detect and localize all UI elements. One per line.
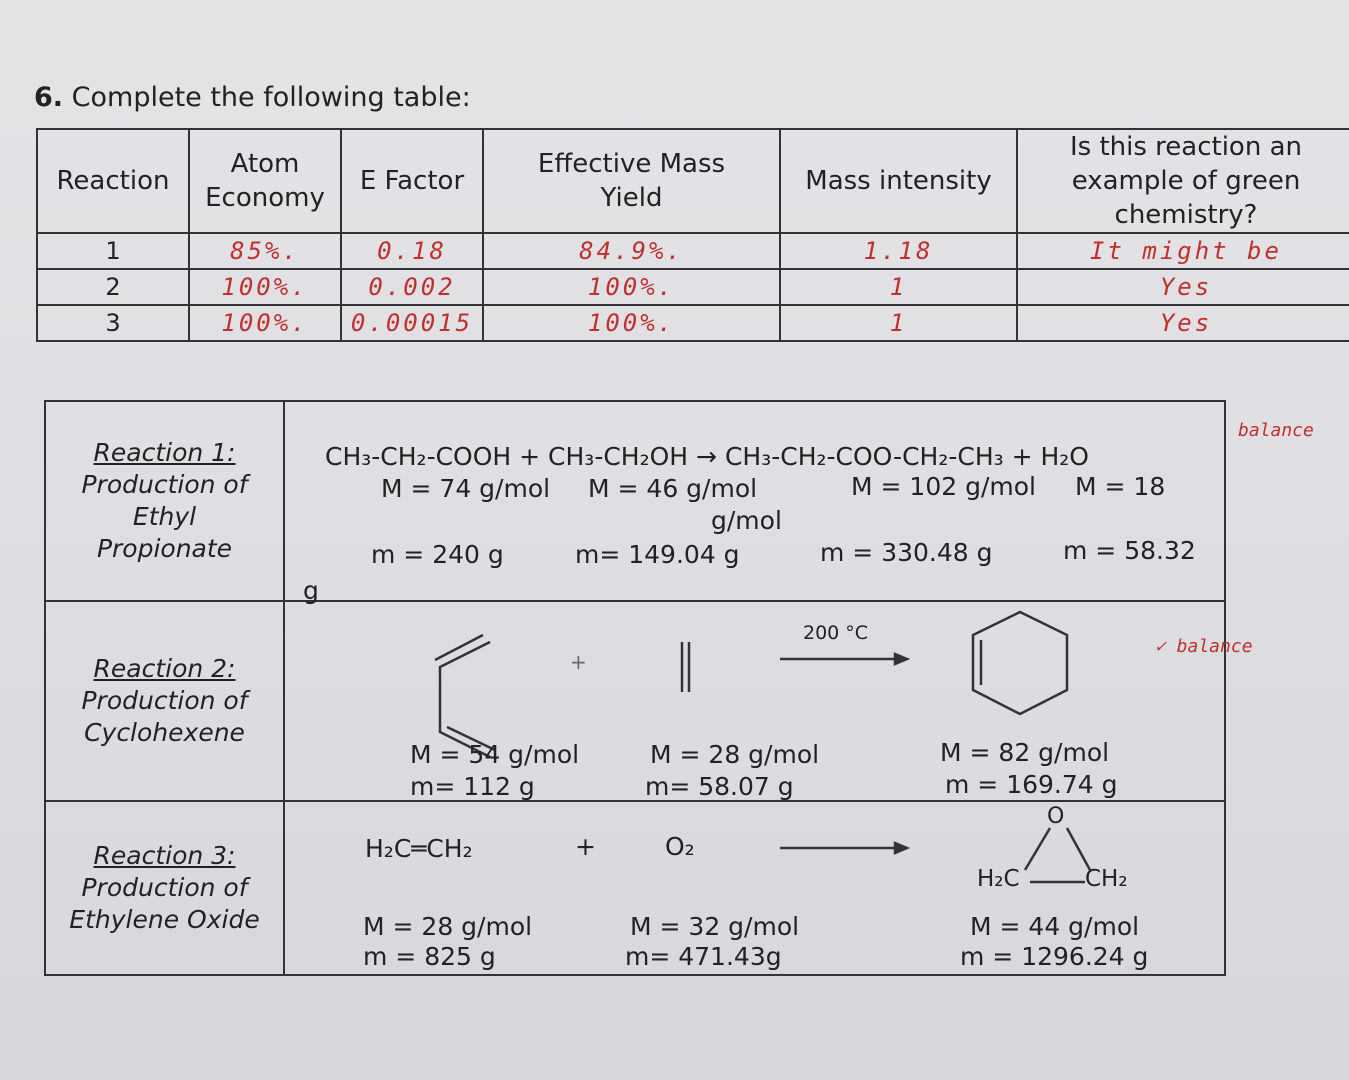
header-reaction: Reaction [37, 129, 189, 233]
cell-e-factor: 0.002 [341, 269, 483, 305]
epoxide-oxygen: O [1047, 804, 1065, 829]
handwritten-note: ✓ balance [1155, 636, 1253, 657]
ethylene-formula: H₂C═CH₂ [365, 834, 473, 863]
reaction-equation [284, 401, 1225, 605]
cell-e-factor: 0.00015 [341, 305, 483, 341]
reaction-row [45, 401, 1225, 601]
molar-mass: M = 54 g/mol [410, 740, 580, 769]
oxygen-formula: O₂ [665, 832, 695, 861]
equation-text: CH₃-CH₂-COOH + CH₃-CH₂OH → CH₃-CH₂-COO-CH₂-CH₃ + H₂O [325, 442, 1089, 471]
mass-value: m = 240 g [371, 540, 504, 569]
cyclohexene-structure [973, 612, 1067, 714]
cell-mass-intensity: 1 [780, 269, 1017, 305]
header-row [37, 129, 1349, 233]
mass-unit: g [303, 576, 319, 605]
question-heading: 6. Complete the following table: [34, 82, 471, 113]
header-emy: Effective Mass Yield [483, 129, 780, 233]
molar-mass: M = 28 g/mol [650, 740, 820, 769]
mass-value: m = 1296.24 g [960, 942, 1149, 971]
molar-mass: M = 102 g/mol [851, 472, 1036, 501]
mass-value: m= 58.07 g [645, 772, 794, 801]
molar-mass: M = 74 g/mol [381, 474, 551, 503]
cell-atom-economy: 100%. [189, 269, 341, 305]
reaction-label: Reaction 3: Production of Ethylene Oxide [45, 801, 284, 975]
cell-green: Yes [1017, 305, 1349, 341]
mass-value: m = 58.32 [1063, 536, 1196, 565]
molar-mass: M = 44 g/mol [970, 912, 1140, 941]
mass-value: m= 471.43g [625, 942, 782, 971]
cell-emy: 84.9%. [483, 233, 780, 269]
molar-mass: M = 46 g/mol [588, 474, 758, 503]
reaction-row [45, 801, 1225, 975]
epoxide-right-carbon: CH₂ [1085, 866, 1128, 892]
cell-atom-economy: 85%. [189, 233, 341, 269]
summary-table [36, 128, 1349, 342]
header-e-factor: E Factor [341, 129, 483, 233]
plus-sign: + [575, 832, 596, 861]
header-atom-economy: Atom Economy [189, 129, 341, 233]
plus-sign: + [570, 650, 587, 674]
table-row [37, 305, 1349, 341]
mass-value: m= 112 g [410, 772, 535, 801]
cell-mass-intensity: 1 [780, 305, 1017, 341]
handwritten-note: balance [1238, 420, 1314, 441]
cell-reaction: 2 [37, 269, 189, 305]
mass-value: m = 169.74 g [945, 770, 1118, 799]
cell-e-factor: 0.18 [341, 233, 483, 269]
epoxide-bond [1025, 828, 1050, 870]
mass-value: m = 825 g [363, 942, 496, 971]
reaction-condition: 200 °C [803, 622, 869, 644]
reactions-table [44, 400, 1226, 976]
molar-mass: M = 32 g/mol [630, 912, 800, 941]
header-green: Is this reaction an example of green chemistry? [1017, 129, 1349, 233]
cell-emy: 100%. [483, 305, 780, 341]
molar-mass: M = 82 g/mol [940, 738, 1110, 767]
mass-value: m= 149.04 g [575, 540, 740, 569]
reaction-label: Reaction 2: Production of Cyclohexene [45, 601, 284, 801]
cell-green: Yes [1017, 269, 1349, 305]
molar-mass: M = 28 g/mol [363, 912, 533, 941]
cell-mass-intensity: 1.18 [780, 233, 1017, 269]
molar-mass-unit: g/mol [711, 506, 782, 535]
reaction-equation [284, 801, 1225, 975]
reaction-label: Reaction 1: Production of Ethyl Propionate [45, 401, 284, 601]
cell-emy: 100%. [483, 269, 780, 305]
epoxide-left-carbon: H₂C [977, 866, 1020, 892]
reaction-equation [284, 601, 1225, 801]
cell-reaction: 3 [37, 305, 189, 341]
table-row [37, 269, 1349, 305]
cell-green: It might be [1017, 233, 1349, 269]
reaction-row [45, 601, 1225, 801]
header-mass-intensity: Mass intensity [780, 129, 1017, 233]
mass-value: m = 330.48 g [820, 538, 993, 567]
molar-mass: M = 18 [1075, 472, 1166, 501]
cell-reaction: 1 [37, 233, 189, 269]
cell-atom-economy: 100%. [189, 305, 341, 341]
table-row [37, 233, 1349, 269]
